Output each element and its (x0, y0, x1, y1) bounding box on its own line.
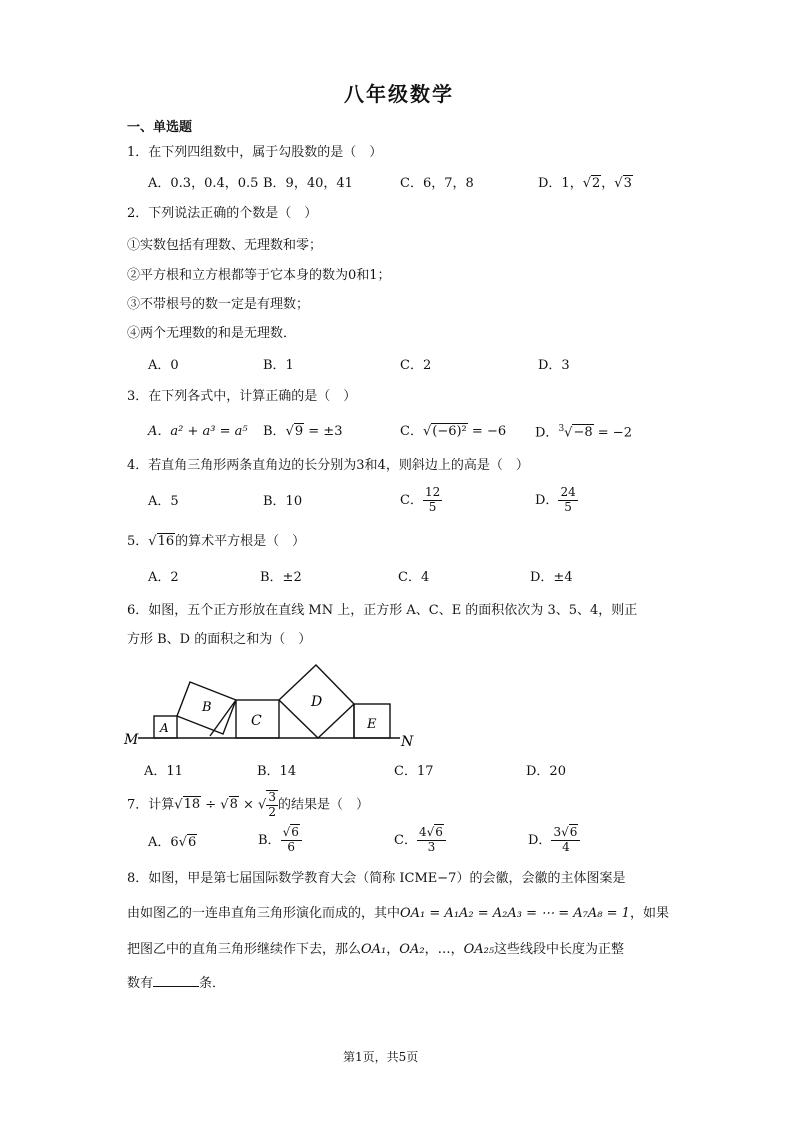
q7-option-b-denominator: 6 (287, 839, 296, 854)
q2-statement-1: ①实数包括有理数、无理数和零； (127, 238, 323, 253)
q8-line-4-text: 数有 (127, 976, 154, 991)
q5-number: 5． (127, 534, 149, 549)
q1-option-d: D．1，√2，√3 (538, 176, 632, 191)
q4-option-c-fraction (423, 486, 442, 515)
question-8-line-2 (127, 907, 669, 920)
section-heading: 一、单选题 (127, 120, 193, 135)
question-6-stem-line-2: 方形 B、D 的面积之和为（ ） (127, 632, 312, 647)
figure-label-m: M (124, 732, 139, 748)
q7-option-d-coef: 3 (553, 825, 562, 839)
q4-option-d-numerator: 24 (560, 485, 576, 499)
question-3-stem: 3．在下列各式中，计算正确的是（ ） (127, 389, 357, 404)
page-footer: 第1页，共5页 (343, 1050, 419, 1064)
q2-option-b: B．1 (263, 358, 294, 373)
answer-blank[interactable] (153, 986, 199, 987)
q7-prefix: 7．计算 (127, 797, 175, 813)
figure-label-c: C (251, 713, 262, 729)
figure-label-b: B (202, 700, 212, 715)
q7-option-d-radicand: 6 (569, 825, 578, 839)
q2-option-c: C．2 (400, 358, 432, 373)
figure-label-a: A (160, 721, 169, 735)
q4-option-d-denominator: 5 (564, 499, 572, 514)
question-8-line-4 (127, 977, 225, 990)
question-8-line-1: 8．如图，甲是第七届国际数学教育大会（简称 ICME−7）的会徽，会徽的主体图案是 (127, 871, 626, 886)
q7-option-b (258, 826, 302, 855)
q4-option-d (535, 486, 578, 515)
q7-option-c (394, 826, 446, 855)
q7-option-a-radicand: 6 (187, 835, 197, 850)
q2-option-a: A．0 (148, 358, 179, 373)
figure-label-d: D (311, 694, 323, 710)
q7-option-b-radicand: 6 (291, 825, 299, 839)
q4-option-d-fraction (558, 486, 577, 515)
q7-fraction (266, 790, 278, 820)
q5-stem-text: 的算术平方根是（ ） (175, 534, 306, 549)
q7-divide: ÷ (201, 797, 221, 813)
question-4-stem: 4．若直角三角形两条直角边的长分别为3和4，则斜边上的高是（ ） (127, 458, 529, 473)
q7-option-a-label: A． (148, 835, 171, 850)
q7-option-b-numerator: √6 (281, 826, 302, 841)
q4-option-c (400, 486, 442, 515)
question-7-stem: 7．计算√18 ÷ √8 × √ $\frac{3}{2}$ 的结果是（ ） (127, 790, 369, 819)
q7-multiply: × (238, 797, 259, 813)
q7-option-a-coef: 6 (170, 835, 179, 850)
q3-option-b-result: = ±3 (304, 424, 343, 439)
q2-option-d: D．3 (538, 358, 570, 373)
q7-option-c-fraction (417, 826, 446, 855)
q7-option-a: A．6√6 (148, 835, 197, 850)
q8-segment-oa2: OA₂ (399, 942, 425, 957)
q2-statement-3: ③不带根号的数一定是有理数； (127, 297, 310, 312)
q3-option-c-label: C． (400, 424, 423, 439)
q3-option-d-index: 3 (558, 424, 565, 434)
q6-option-c: C．17 (394, 764, 434, 779)
q6-option-b: B．14 (257, 764, 297, 779)
question-5-stem: 5．√16的算术平方根是（ ） (127, 534, 306, 549)
q7-stem-text: 的结果是（ ） (277, 797, 369, 813)
q7-radicand-2: 8 (229, 797, 238, 813)
q8-line-2-text: 由如图乙的一连串直角三角形演化而成的，其中 (127, 906, 401, 921)
q1-option-d-prefix: D．1， (538, 176, 583, 191)
question-6-stem-line-1: 6．如图，五个正方形放在直线 MN 上，正方形 A、C、E 的面积依次为 3、5、4，则正 (127, 603, 638, 618)
q7-option-c-coef: 4 (418, 825, 427, 839)
q7-option-d-denominator: 4 (562, 839, 570, 854)
q1-option-b: B．9，40，41 (263, 176, 353, 191)
q1-option-a: A．0.3，0.4，0.5 (148, 176, 259, 191)
q5-option-d: D．±4 (530, 570, 573, 585)
q8-segment-oa25: OA₂₅ (463, 942, 495, 957)
q7-option-c-numerator: 4√6 (417, 826, 446, 841)
q3-option-d: D．$^3$√−8 = −2 (535, 424, 632, 441)
q7-option-b-fraction (281, 826, 302, 855)
q7-option-c-radicand: 6 (435, 825, 443, 839)
q7-option-d-label: D． (528, 832, 552, 848)
q3-option-c-result: = −6 (467, 424, 507, 439)
page-title: 八年级数学 (344, 82, 454, 106)
q8-line-2-tail: ，如果 (629, 906, 669, 921)
q2-statement-4: ④两个无理数的和是无理数． (127, 326, 297, 341)
q1-option-d-radicand-1: 2 (592, 176, 601, 191)
q5-option-a: A．2 (148, 570, 179, 585)
question-8-line-3: 把图乙中的直角三角形继续作下去，那么OA₁，OA₂，…，OA₂₅这些线段中长度为正整 (127, 942, 625, 957)
q5-radicand: 16 (157, 534, 175, 549)
q6-option-a: A．11 (144, 764, 183, 779)
q6-option-d: D．20 (526, 764, 566, 779)
q8-line-3-tail: 这些线段中长度为正整 (494, 942, 625, 957)
q7-option-d-numerator: 3√6 (551, 826, 580, 841)
q7-radicand-1: 18 (183, 797, 201, 813)
q4-option-d-label: D． (535, 492, 559, 508)
q4-option-c-denominator: 5 (428, 499, 437, 514)
q7-option-c-label: C． (394, 832, 417, 848)
q8-segment-oa1: OA₁ (361, 942, 387, 957)
q3-option-d-result: = −2 (593, 425, 632, 441)
q3-option-b-label: B． (263, 424, 286, 439)
q4-option-c-label: C． (400, 492, 423, 508)
q7-fraction-numerator: 3 (268, 790, 276, 804)
q2-statement-2: ②平方根和立方根都等于它本身的数为0和1； (127, 268, 391, 283)
q7-option-d-fraction (551, 826, 580, 855)
q3-option-d-label: D． (535, 425, 559, 441)
q4-option-b: B．10 (263, 494, 303, 509)
q3-option-c-radicand: (−6)² (432, 424, 467, 439)
q8-line-3-text: 把图乙中的直角三角形继续作下去，那么 (127, 942, 362, 957)
q7-option-d (528, 826, 580, 855)
q1-option-c: C．6，7，8 (400, 176, 474, 191)
q8-ellipsis: ，…， (424, 942, 464, 957)
squares-on-line-figure (120, 658, 420, 758)
q1-option-d-radicand-2: 3 (623, 176, 632, 191)
question-2-stem: 2．下列说法正确的个数是（ ） (127, 206, 318, 221)
q4-option-a: A．5 (148, 494, 179, 509)
q3-option-d-radicand: −8 (573, 425, 593, 441)
q8-line-2-equation: OA₁ = A₁A₂ = A₂A₃ = ⋯ = A₇A₈ = 1 (400, 906, 630, 921)
q3-option-b: B．√9 = ±3 (263, 424, 343, 439)
q4-option-c-numerator: 12 (424, 485, 441, 499)
figure-label-e: E (367, 717, 377, 732)
q7-fraction-denominator: 2 (268, 804, 276, 819)
q5-option-b: B．±2 (260, 570, 302, 585)
q7-option-c-denominator: 3 (427, 839, 436, 854)
q7-option-b-label: B． (258, 832, 281, 848)
q3-option-b-radicand: 9 (294, 424, 304, 439)
figure-label-n: N (401, 734, 414, 750)
q5-option-c: C．4 (398, 570, 430, 585)
q3-option-a: A．a² + a³ = a⁵ (148, 424, 248, 439)
question-1-stem: 1．在下列四组数中，属于勾股数的是（ ） (127, 145, 383, 160)
q3-option-c: C．√(−6)² = −6 (400, 424, 507, 439)
q8-line-4-tail: 条． (199, 976, 226, 991)
